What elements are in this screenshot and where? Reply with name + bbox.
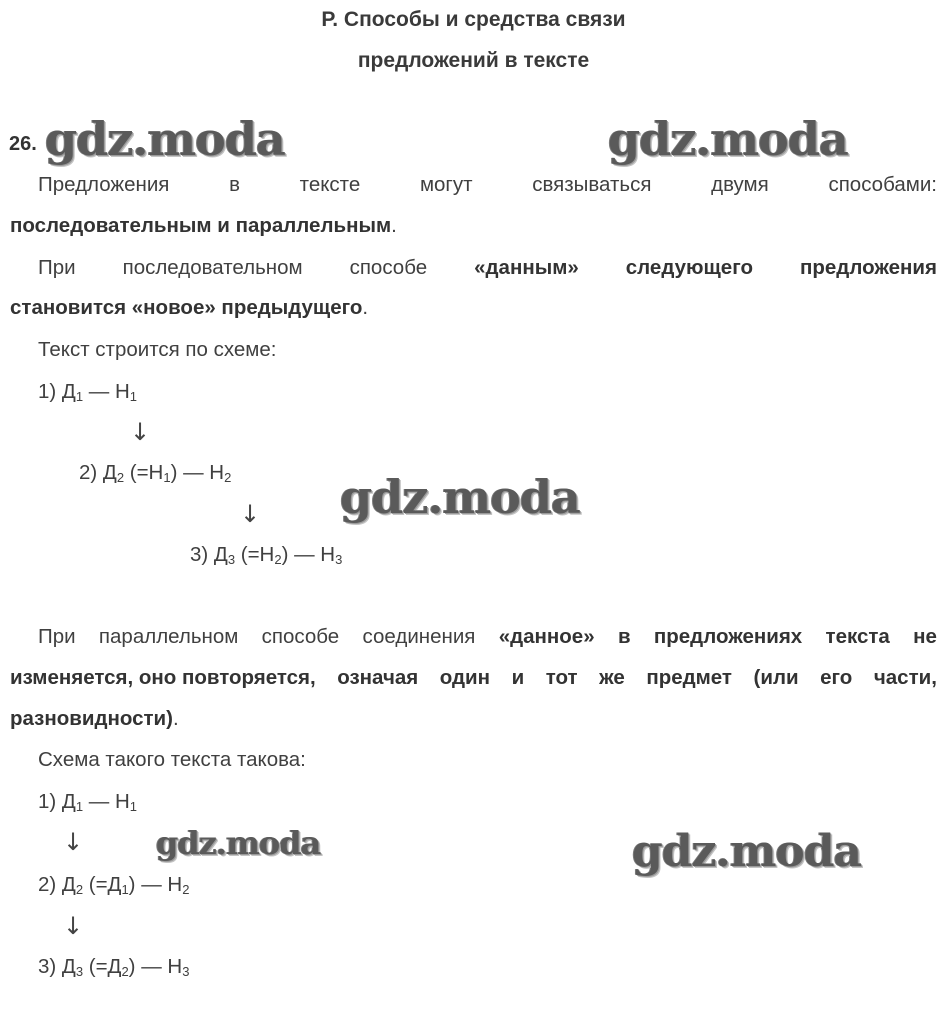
down-arrow-icon: ↓ [63, 828, 84, 856]
word: способе [349, 256, 428, 279]
paragraph-2-line-2: становится «новое» предыдущего. [10, 296, 369, 319]
word: При [38, 256, 76, 279]
word: тексте [299, 173, 361, 196]
word: «данное» [498, 625, 595, 648]
paragraph-2-line-1 [38, 256, 937, 280]
scheme-2-step-3: 3) $Д_3$ $(=Д_2)$ — $Н_3$ [38, 955, 190, 979]
word: в [229, 173, 240, 196]
watermark-logo: gdz.moda [45, 112, 285, 166]
word: предложения [800, 256, 937, 279]
scheme-1-step-1: 1) $Д_1$ — $Н_1$ [38, 380, 137, 404]
word: способе [261, 625, 340, 648]
word: связываться [532, 173, 652, 196]
scheme-1-step-3: 3) $Д_3$ $(=Н_2)$ — $Н_3$ [190, 543, 343, 567]
section-title: Р. Способы и средства связи [321, 8, 626, 31]
scheme-1-intro: Текст строится по схеме: [38, 338, 277, 361]
word: следующего [625, 256, 753, 279]
word: соединения [362, 625, 476, 648]
exercise-number: 26. [9, 133, 37, 155]
scheme-2-step-2: 2) $Д_2$ $(=Д_1)$ — $Н_2$ [38, 873, 190, 897]
bold-term: последовательным и параллельным [10, 214, 392, 237]
paragraph-1-line-1 [38, 173, 937, 197]
word-group: изменяется, оно повторяется, [10, 666, 316, 689]
scheme-2-step-1: 1) $Д_1$ — $Н_1$ [38, 790, 137, 814]
word: в [617, 625, 631, 648]
word: Предложения [38, 173, 170, 196]
paragraph-3-line-1 [38, 625, 937, 649]
scheme-1-step-2: 2) $Д_2$ $(=Н_1)$ — $Н_2$ [79, 461, 232, 485]
word: «данным» [474, 256, 579, 279]
watermark-logo: gdz.moda [156, 824, 321, 862]
section-subtitle: предложений в тексте [357, 49, 590, 72]
watermark-logo: gdz.moda [608, 112, 848, 166]
word: способами: [828, 173, 937, 196]
paragraph-3-line-2: изменяется, оно повторяется, означая один и тот же предмет (или его части, [10, 666, 937, 689]
watermark-logo: gdz.moda [632, 826, 862, 877]
word: не [913, 625, 937, 648]
word: При [38, 625, 76, 648]
down-arrow-icon: ↓ [130, 418, 151, 446]
paragraph-3-line-3: разновидности). [10, 707, 179, 730]
word: могут [419, 173, 473, 196]
word: текста [825, 625, 890, 648]
scheme-2-intro: Схема такого текста такова: [38, 748, 306, 771]
word: двумя [711, 173, 769, 196]
down-arrow-icon: ↓ [63, 912, 84, 940]
word: предложениях [653, 625, 803, 648]
watermark-logo: gdz.moda [340, 470, 580, 524]
word: последовательном [122, 256, 303, 279]
word: параллельном [98, 625, 239, 648]
down-arrow-icon: ↓ [240, 500, 261, 528]
paragraph-1-line-2: последовательным и параллельным. [10, 214, 397, 237]
